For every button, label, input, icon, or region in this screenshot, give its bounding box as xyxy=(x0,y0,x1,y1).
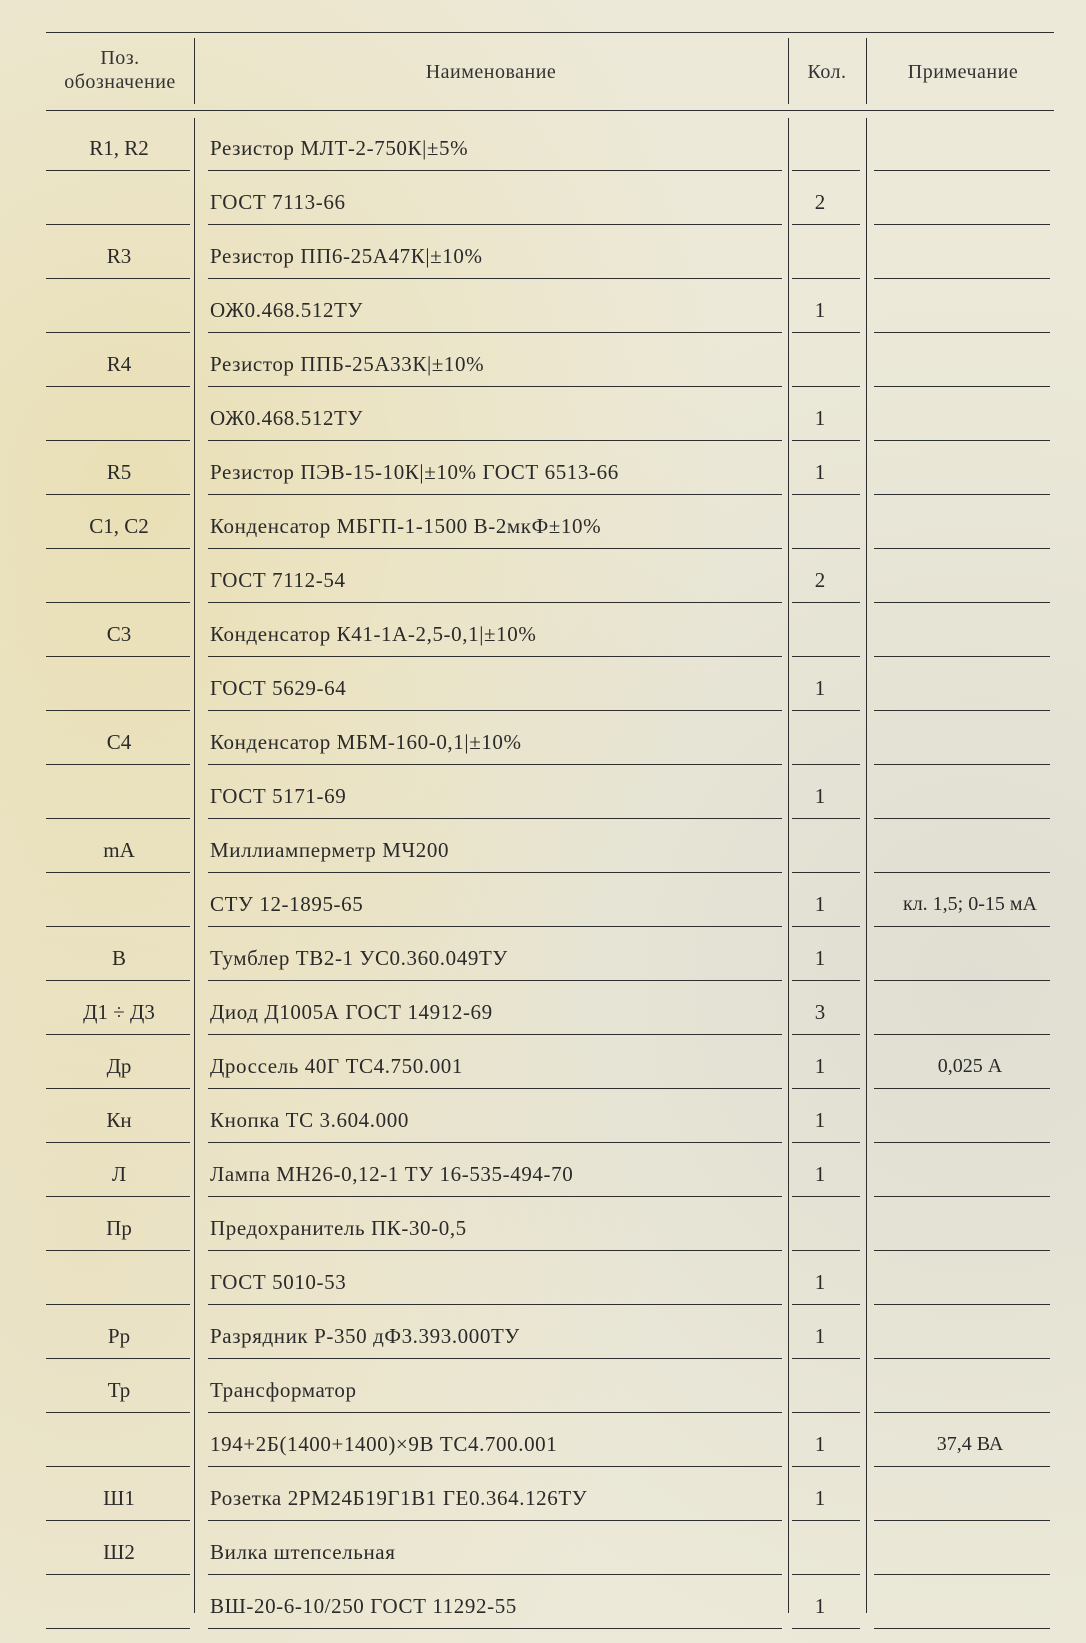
row-quantity: 1 xyxy=(814,460,826,484)
row-quantity xyxy=(790,344,850,384)
row-underline-qty xyxy=(792,1412,860,1413)
row-quantity: 1 xyxy=(814,1108,826,1132)
row-position: Тр xyxy=(107,1378,131,1402)
row-quantity xyxy=(790,128,850,168)
row-note xyxy=(868,506,1072,546)
row-quantity xyxy=(790,1208,850,1248)
row-position: Ш1 xyxy=(103,1486,135,1510)
row-underline-pos xyxy=(46,1196,190,1197)
row-position xyxy=(46,398,192,438)
row-underline-pos xyxy=(46,1628,190,1629)
row-name: 194+2Б(1400+1400)×9В ТС4.700.001 xyxy=(210,1432,558,1456)
row-underline-note xyxy=(874,278,1050,279)
row-name: ГОСТ 5629-64 xyxy=(210,676,347,700)
row-name: Лампа МН26-0,12-1 ТУ 16-535-494-70 xyxy=(210,1162,574,1186)
row-underline-note xyxy=(874,494,1050,495)
header-bottom-border xyxy=(46,110,1054,111)
row-name: ОЖ0.468.512ТУ xyxy=(210,406,363,430)
header-divider-1 xyxy=(194,38,195,104)
row-underline-pos xyxy=(46,332,190,333)
row-note xyxy=(868,1316,1072,1356)
row-underline-qty xyxy=(792,1574,860,1575)
row-quantity xyxy=(790,506,850,546)
row-note xyxy=(868,668,1072,708)
row-note xyxy=(868,992,1072,1032)
row-underline-name xyxy=(208,440,782,441)
row-note xyxy=(868,614,1072,654)
row-quantity xyxy=(790,830,850,870)
row-note xyxy=(868,290,1072,330)
row-underline-note xyxy=(874,1358,1050,1359)
row-name: ОЖ0.468.512ТУ xyxy=(210,298,363,322)
row-underline-pos xyxy=(46,170,190,171)
row-quantity: 1 xyxy=(814,1162,826,1186)
row-underline-pos xyxy=(46,872,190,873)
row-underline-name xyxy=(208,710,782,711)
row-underline-note xyxy=(874,1520,1050,1521)
row-underline-pos xyxy=(46,980,190,981)
row-note xyxy=(868,722,1072,762)
row-note xyxy=(868,1370,1072,1410)
row-underline-name xyxy=(208,332,782,333)
row-note: 0,025 А xyxy=(937,1055,1003,1077)
row-quantity: 1 xyxy=(814,784,826,808)
row-underline-pos xyxy=(46,224,190,225)
row-note xyxy=(868,1262,1072,1302)
row-note: кл. 1,5; 0-15 мА xyxy=(902,893,1037,915)
row-quantity xyxy=(790,236,850,276)
row-underline-name xyxy=(208,1574,782,1575)
row-underline-name xyxy=(208,386,782,387)
row-position: Д1 ÷ Д3 xyxy=(83,1000,155,1024)
row-name: Резистор ПП6-25А47К|±10% xyxy=(210,244,483,268)
row-underline-pos xyxy=(46,1304,190,1305)
row-underline-note xyxy=(874,1304,1050,1305)
row-underline-note xyxy=(874,170,1050,171)
row-position xyxy=(46,560,192,600)
row-underline-qty xyxy=(792,332,860,333)
row-note xyxy=(868,182,1072,222)
row-underline-qty xyxy=(792,980,860,981)
row-quantity: 1 xyxy=(814,1270,826,1294)
row-position: R4 xyxy=(106,352,132,376)
row-underline-note xyxy=(874,1466,1050,1467)
row-name: Конденсатор МБГП-1-1500 В-2мкФ±10% xyxy=(210,514,602,538)
row-underline-note xyxy=(874,980,1050,981)
row-underline-pos xyxy=(46,764,190,765)
row-position xyxy=(46,668,192,708)
row-underline-qty xyxy=(792,1358,860,1359)
row-underline-name xyxy=(208,494,782,495)
row-name: ГОСТ 7112-54 xyxy=(210,568,346,592)
row-note xyxy=(868,236,1072,276)
row-position: mA xyxy=(103,838,135,862)
row-underline-name xyxy=(208,764,782,765)
row-name: Трансформатор xyxy=(210,1378,357,1402)
row-quantity: 2 xyxy=(814,568,826,592)
row-name: Разрядник Р-350 дФ3.393.000ТУ xyxy=(210,1324,520,1348)
row-underline-qty xyxy=(792,1088,860,1089)
row-name: Миллиамперметр МЧ200 xyxy=(210,838,450,862)
row-note xyxy=(868,560,1072,600)
row-position: R3 xyxy=(106,244,132,268)
body-divider-2 xyxy=(788,118,789,1613)
row-note xyxy=(868,344,1072,384)
row-underline-note xyxy=(874,656,1050,657)
row-underline-qty xyxy=(792,1466,860,1467)
row-underline-qty xyxy=(792,386,860,387)
row-position: Пр xyxy=(106,1216,132,1240)
row-name: Дроссель 40Г ТС4.750.001 xyxy=(210,1054,463,1078)
header-pos: Поз. обозначение xyxy=(64,47,176,93)
row-position: Др xyxy=(106,1054,132,1078)
row-underline-note xyxy=(874,710,1050,711)
row-quantity: 1 xyxy=(814,1324,826,1348)
row-underline-qty xyxy=(792,1304,860,1305)
row-quantity: 1 xyxy=(814,1594,826,1618)
row-underline-pos xyxy=(46,1412,190,1413)
row-position: С3 xyxy=(106,622,132,646)
row-underline-pos xyxy=(46,656,190,657)
row-underline-name xyxy=(208,548,782,549)
row-underline-note xyxy=(874,602,1050,603)
row-underline-name xyxy=(208,1412,782,1413)
row-underline-name xyxy=(208,1466,782,1467)
row-name: Вилка штепсельная xyxy=(210,1540,396,1564)
row-name: Розетка 2РМ24Б19Г1В1 ГЕ0.364.126ТУ xyxy=(210,1486,588,1510)
row-underline-name xyxy=(208,278,782,279)
row-quantity: 1 xyxy=(814,676,826,700)
row-underline-qty xyxy=(792,440,860,441)
row-underline-note xyxy=(874,440,1050,441)
row-quantity: 3 xyxy=(814,1000,826,1024)
row-note: 37,4 ВА xyxy=(936,1433,1004,1455)
row-underline-name xyxy=(208,170,782,171)
row-position: С4 xyxy=(106,730,132,754)
row-underline-pos xyxy=(46,1034,190,1035)
row-quantity: 1 xyxy=(814,892,826,916)
row-underline-name xyxy=(208,1088,782,1089)
row-underline-name xyxy=(208,1142,782,1143)
row-name: Конденсатор МБМ-160-0,1|±10% xyxy=(210,730,522,754)
row-note xyxy=(868,1586,1072,1626)
row-underline-note xyxy=(874,1034,1050,1035)
row-quantity xyxy=(790,722,850,762)
row-quantity xyxy=(790,1370,850,1410)
row-underline-qty xyxy=(792,170,860,171)
row-name: Резистор ПЭВ-15-10К|±10% ГОСТ 6513-66 xyxy=(210,460,619,484)
row-position xyxy=(46,1424,192,1464)
row-note xyxy=(868,776,1072,816)
row-name: Резистор ППБ-25А33К|±10% xyxy=(210,352,485,376)
row-underline-qty xyxy=(792,764,860,765)
row-underline-note xyxy=(874,386,1050,387)
row-quantity: 1 xyxy=(814,1054,826,1078)
row-quantity: 1 xyxy=(814,1432,826,1456)
row-underline-qty xyxy=(792,872,860,873)
row-quantity: 1 xyxy=(814,946,826,970)
row-underline-pos xyxy=(46,926,190,927)
row-underline-note xyxy=(874,1250,1050,1251)
row-position xyxy=(46,290,192,330)
row-name: ГОСТ 7113-66 xyxy=(210,190,346,214)
row-underline-note xyxy=(874,926,1050,927)
row-underline-qty xyxy=(792,1250,860,1251)
row-underline-qty xyxy=(792,494,860,495)
row-position: R1, R2 xyxy=(89,136,149,160)
row-underline-qty xyxy=(792,602,860,603)
row-underline-pos xyxy=(46,1358,190,1359)
row-underline-pos xyxy=(46,710,190,711)
row-position: R5 xyxy=(106,460,132,484)
row-underline-pos xyxy=(46,1250,190,1251)
row-underline-name xyxy=(208,1196,782,1197)
row-position: В xyxy=(111,946,126,970)
row-name: Диод Д1005А ГОСТ 14912-69 xyxy=(210,1000,493,1024)
row-note xyxy=(868,398,1072,438)
row-name: ВШ-20-6-10/250 ГОСТ 11292-55 xyxy=(210,1594,517,1618)
row-underline-name xyxy=(208,926,782,927)
row-underline-name xyxy=(208,1304,782,1305)
row-note xyxy=(868,1478,1072,1518)
row-underline-qty xyxy=(792,224,860,225)
row-underline-note xyxy=(874,332,1050,333)
row-underline-note xyxy=(874,872,1050,873)
row-underline-name xyxy=(208,872,782,873)
row-underline-pos xyxy=(46,602,190,603)
header-divider-2 xyxy=(788,38,789,104)
row-name: Конденсатор К41-1А-2,5-0,1|±10% xyxy=(210,622,537,646)
row-underline-pos xyxy=(46,548,190,549)
row-underline-name xyxy=(208,1250,782,1251)
row-quantity: 1 xyxy=(814,406,826,430)
row-name: Предохранитель ПК-30-0,5 xyxy=(210,1216,467,1240)
row-underline-name xyxy=(208,1358,782,1359)
row-underline-note xyxy=(874,1196,1050,1197)
row-underline-qty xyxy=(792,1520,860,1521)
row-position xyxy=(46,776,192,816)
row-underline-qty xyxy=(792,548,860,549)
row-underline-note xyxy=(874,1628,1050,1629)
row-quantity xyxy=(790,614,850,654)
row-note xyxy=(868,830,1072,870)
row-underline-qty xyxy=(792,1034,860,1035)
row-position xyxy=(46,1586,192,1626)
row-underline-note xyxy=(874,1142,1050,1143)
table-top-border xyxy=(46,32,1054,33)
row-note xyxy=(868,452,1072,492)
body-divider-1 xyxy=(194,118,195,1613)
row-name: ГОСТ 5010-53 xyxy=(210,1270,347,1294)
row-underline-qty xyxy=(792,926,860,927)
row-underline-qty xyxy=(792,1142,860,1143)
row-underline-name xyxy=(208,818,782,819)
row-position: Л xyxy=(111,1162,127,1186)
row-position: Рр xyxy=(107,1324,131,1348)
row-underline-qty xyxy=(792,1628,860,1629)
row-position xyxy=(46,884,192,924)
row-underline-name xyxy=(208,980,782,981)
row-position xyxy=(46,1262,192,1302)
row-quantity: 1 xyxy=(814,1486,826,1510)
row-note xyxy=(868,1208,1072,1248)
row-position xyxy=(46,182,192,222)
row-underline-note xyxy=(874,548,1050,549)
row-underline-pos xyxy=(46,494,190,495)
row-underline-note xyxy=(874,818,1050,819)
header-note: Примечание xyxy=(907,61,1019,83)
row-underline-pos xyxy=(46,1088,190,1089)
row-underline-note xyxy=(874,764,1050,765)
row-underline-note xyxy=(874,224,1050,225)
row-note xyxy=(868,1100,1072,1140)
row-underline-note xyxy=(874,1088,1050,1089)
row-underline-qty xyxy=(792,1196,860,1197)
row-underline-qty xyxy=(792,710,860,711)
row-underline-name xyxy=(208,602,782,603)
row-underline-name xyxy=(208,224,782,225)
header-qty: Кол. xyxy=(807,61,847,83)
row-note xyxy=(868,938,1072,978)
row-underline-pos xyxy=(46,1142,190,1143)
row-quantity: 1 xyxy=(814,298,826,322)
row-name: ГОСТ 5171-69 xyxy=(210,784,347,808)
row-underline-note xyxy=(874,1574,1050,1575)
row-underline-pos xyxy=(46,1466,190,1467)
row-underline-qty xyxy=(792,278,860,279)
row-position: С1, С2 xyxy=(89,514,149,538)
row-position: Кн xyxy=(106,1108,132,1132)
row-underline-pos xyxy=(46,818,190,819)
row-underline-qty xyxy=(792,818,860,819)
row-underline-pos xyxy=(46,386,190,387)
row-note xyxy=(868,1532,1072,1572)
row-name: Кнопка ТС 3.604.000 xyxy=(210,1108,409,1132)
row-quantity: 2 xyxy=(814,190,826,214)
row-note xyxy=(868,128,1072,168)
row-quantity xyxy=(790,1532,850,1572)
header-divider-3 xyxy=(866,38,867,104)
body-divider-3 xyxy=(866,118,867,1613)
row-name: Резистор МЛТ-2-750К|±5% xyxy=(210,136,469,160)
row-underline-name xyxy=(208,1520,782,1521)
row-underline-name xyxy=(208,1034,782,1035)
row-underline-pos xyxy=(46,278,190,279)
row-underline-pos xyxy=(46,440,190,441)
row-underline-qty xyxy=(792,656,860,657)
row-underline-name xyxy=(208,656,782,657)
row-underline-note xyxy=(874,1412,1050,1413)
row-note xyxy=(868,1154,1072,1194)
row-underline-name xyxy=(208,1628,782,1629)
row-underline-pos xyxy=(46,1574,190,1575)
row-position: Ш2 xyxy=(103,1540,135,1564)
row-name: Тумблер ТВ2-1 УС0.360.049ТУ xyxy=(210,946,508,970)
header-name: Наименование xyxy=(425,61,557,83)
row-name: СТУ 12-1895-65 xyxy=(210,892,364,916)
row-underline-pos xyxy=(46,1520,190,1521)
